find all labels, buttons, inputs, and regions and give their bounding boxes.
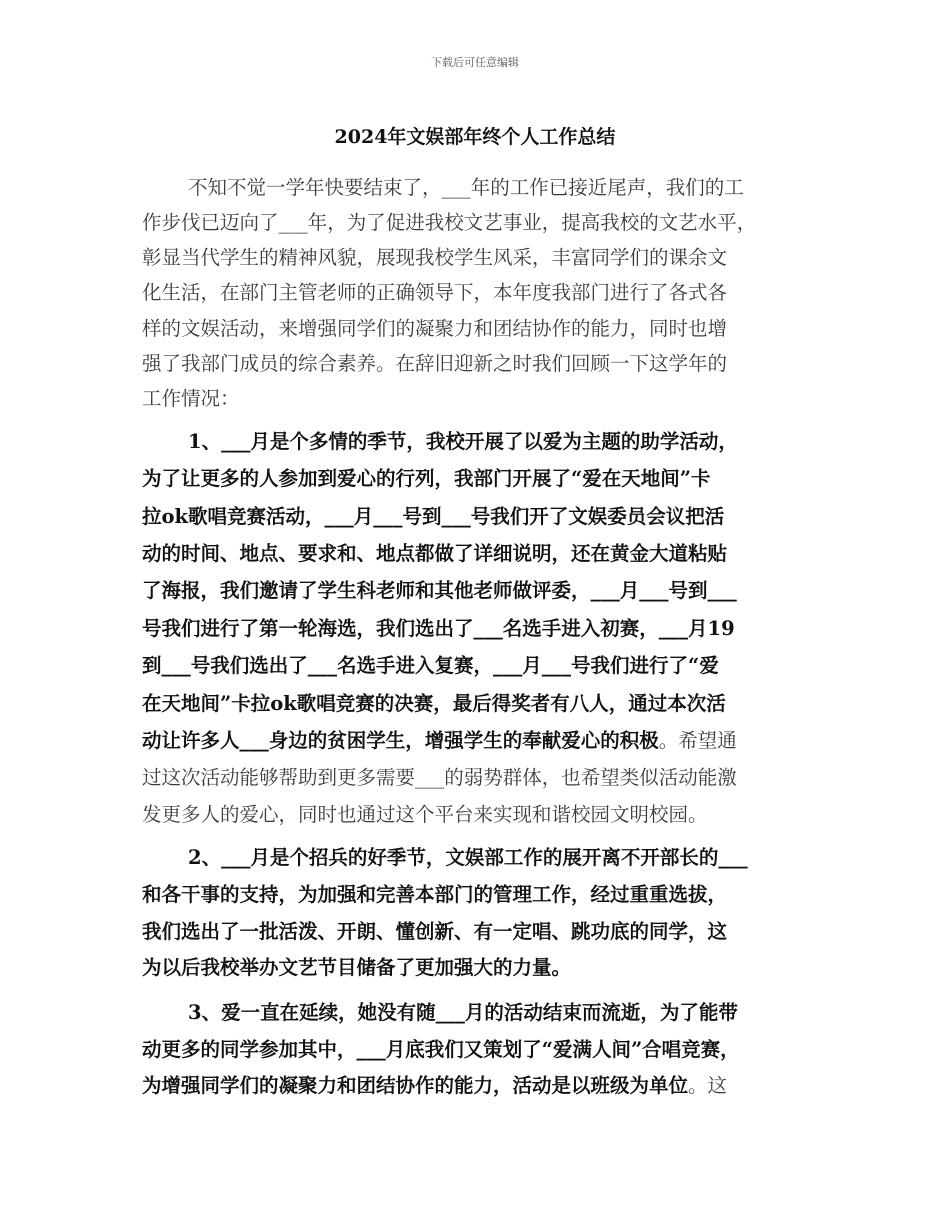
paragraph-1-line: 作步伐已迈向了___年，为了促进我校文艺事业，提高我校的文艺水平， bbox=[142, 211, 757, 234]
paragraph-2-line: 了海报，我们邀请了学生科老师和其他老师做评委，___月___号到___ bbox=[142, 579, 737, 602]
paragraph-2-line: 过这次活动能够帮助到更多需要___的弱势群体，也希望类似活动能激 bbox=[142, 766, 737, 789]
paragraph-2-line: 到___号我们选出了___名选手进入复赛，___月___号我们进行了“爱 bbox=[142, 654, 719, 677]
normal-segment: 。希望通 bbox=[658, 729, 737, 752]
paragraph-2-line: 动的时间、地点、要求和、地点都做了详细说明，还在黄金大道粘贴 bbox=[142, 542, 728, 565]
paragraph-2-line: 在天地间”卡拉ok歌唱竞赛的决赛，最后得奖者有八人，通过本次活 bbox=[142, 692, 726, 715]
bold-segment: 为增强同学们的凝聚力和团结协作的能力，活动是以班级为单位 bbox=[142, 1074, 689, 1097]
paragraph-1-line: 强了我部门成员的综合素养。在辞旧迎新之时我们回顾一下这学年的 bbox=[142, 352, 728, 375]
document-title: 2024年文娱部年终个人工作总结 bbox=[334, 126, 616, 148]
paragraph-2-mixed-line bbox=[142, 723, 737, 759]
paragraph-2-line: 1、___月是个多情的季节，我校开展了以爱为主题的助学活动， bbox=[188, 430, 738, 453]
paragraph-2-line: 发更多人的爱心，同时也通过这个平台来实现和谐校园文明校园。 bbox=[142, 803, 708, 826]
paragraph-3-line: 2、___月是个招兵的好季节，文娱部工作的展开离不开部长的___ bbox=[188, 846, 748, 869]
paragraph-3-line: 为以后我校举办文艺节目储备了更加强大的力量。 bbox=[142, 956, 572, 979]
paragraph-3-line: 我们选出了一批活泼、开朗、懂创新、有一定唱、跳功底的同学，这 bbox=[142, 920, 728, 943]
paragraph-1-line: 化生活，在部门主管老师的正确领导下，本年度我部门进行了各式各 bbox=[142, 281, 728, 304]
paragraph-4-mixed-line bbox=[142, 1068, 727, 1104]
normal-segment: 。这 bbox=[688, 1074, 728, 1097]
paragraph-2-line: 拉ok歌唱竞赛活动，___月___号到___号我们开了文娱委员会议把活 bbox=[142, 505, 725, 528]
paragraph-4-line: 动更多的同学参加其中，___月底我们又策划了“爱满人间”合唱竞赛， bbox=[142, 1038, 740, 1061]
paragraph-1-line: 彰显当代学生的精神风貌，展现我校学生风采，丰富同学们的课余文 bbox=[142, 246, 728, 269]
paragraph-1-line: 样的文娱活动，来增强同学们的凝聚力和团结协作的能力，同时也增 bbox=[142, 317, 728, 340]
paragraph-1-line: 工作情况： bbox=[142, 387, 240, 410]
paragraph-2-line: 号我们进行了第一轮海选，我们选出了___名选手进入初赛，___月19 bbox=[142, 617, 735, 640]
bold-segment: 动让许多人___身边的贫困学生，增强学生的奉献爱心的积极 bbox=[142, 729, 659, 752]
paragraph-3-line: 和各干事的支持，为加强和完善本部门的管理工作，经过重重选拔， bbox=[142, 883, 728, 906]
paragraph-1-line: 不知不觉一学年快要结束了，___年的工作已接近尾声，我们的工 bbox=[188, 176, 744, 199]
page-header: 下载后可任意编辑 bbox=[431, 56, 519, 69]
paragraph-2-line: 为了让更多的人参加到爱心的行列，我部门开展了“爱在天地间”卡 bbox=[142, 467, 711, 490]
paragraph-4-line: 3、爱一直在延续，她没有随___月的活动结束而流逝，为了能带 bbox=[188, 1001, 738, 1024]
